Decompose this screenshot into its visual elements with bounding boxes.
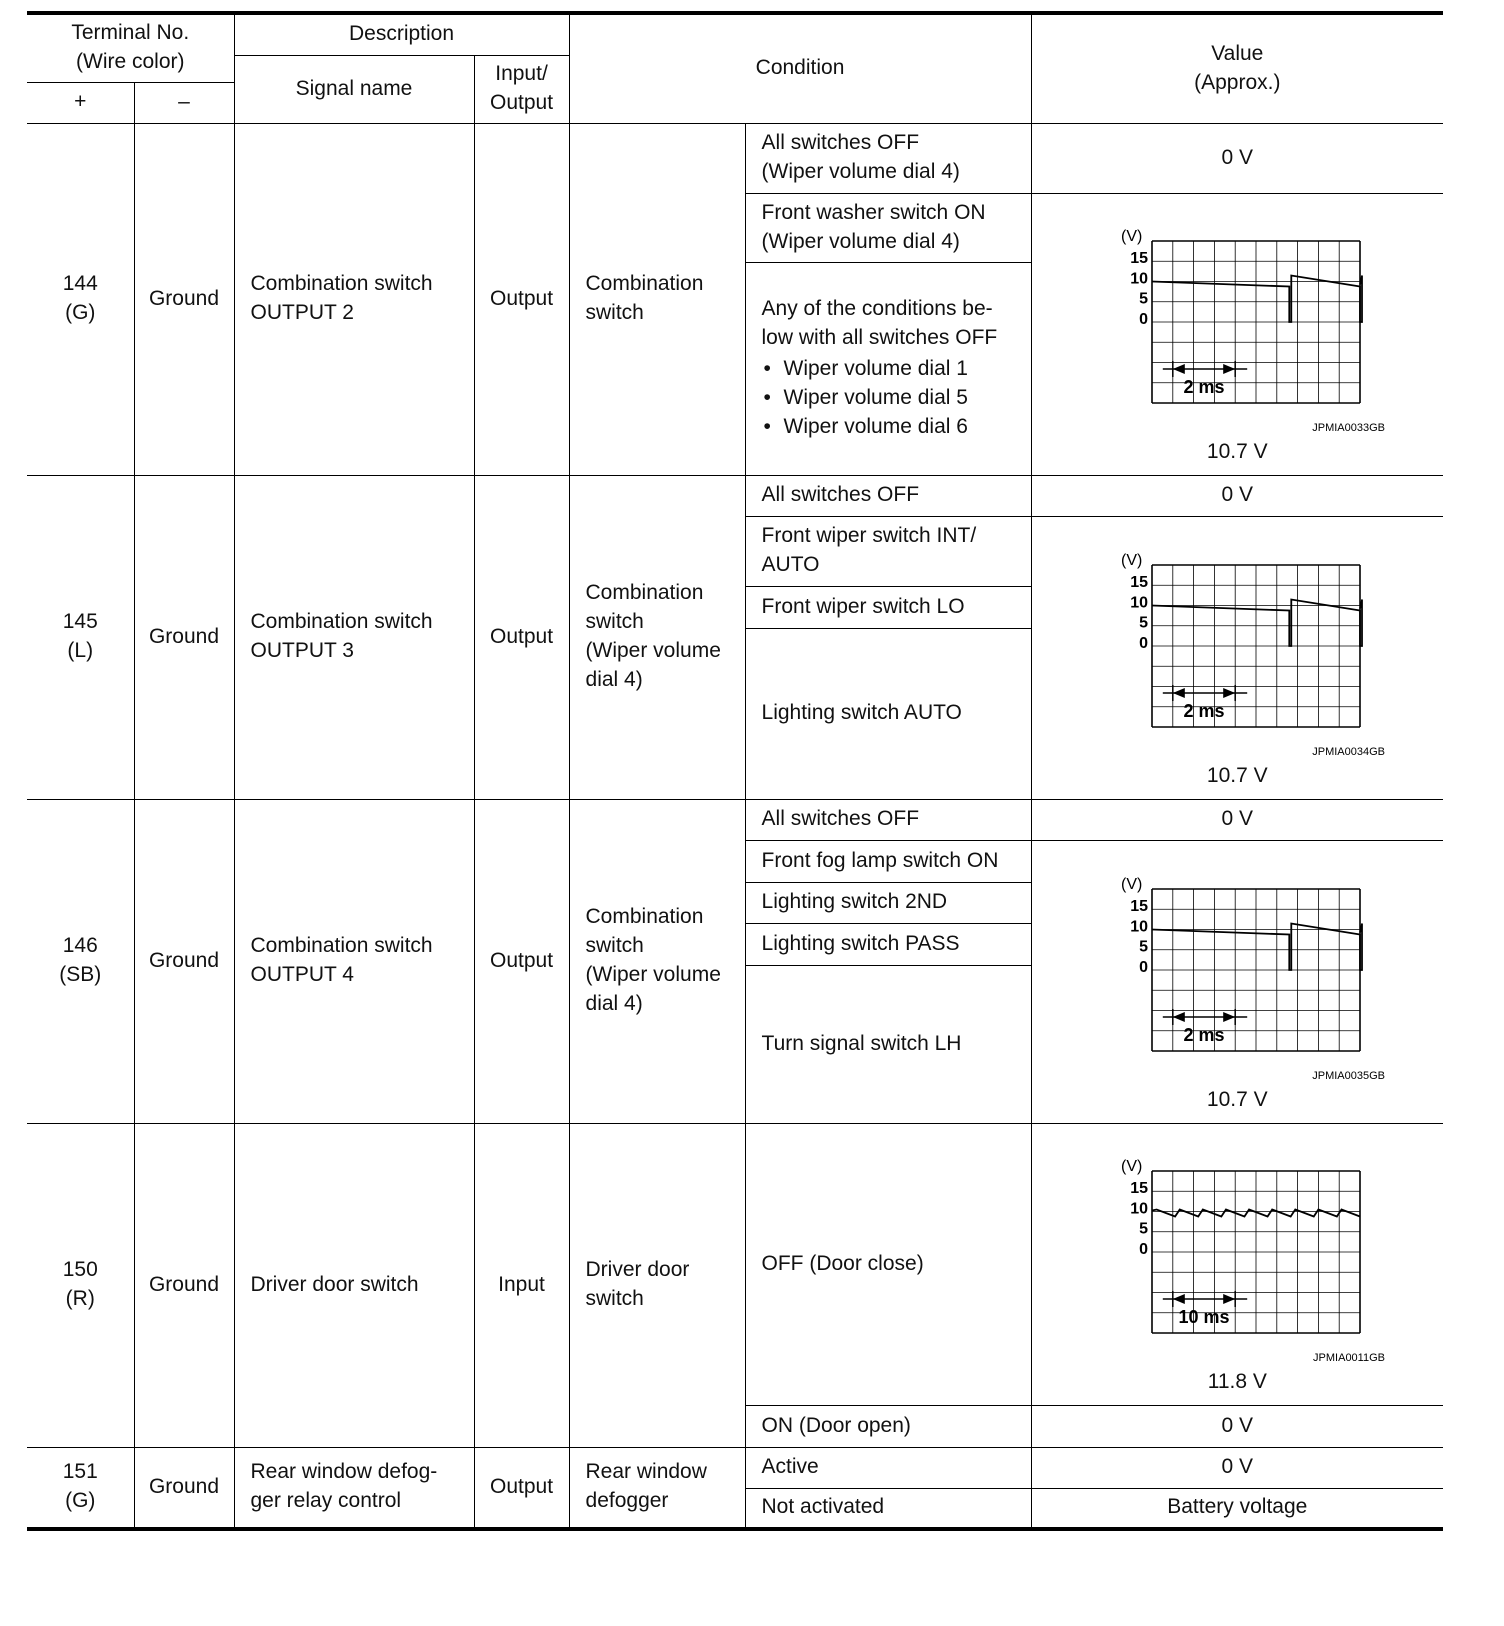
condition-line: Any of the conditions be- [761, 297, 993, 321]
waveform-value: 11.8 V [1207, 1370, 1267, 1394]
condition-main-line: defogger [585, 1489, 669, 1513]
signal-line-2: ger relay control [250, 1489, 402, 1513]
axis-tick-label: 15 [1130, 573, 1149, 591]
table-row [27, 1447, 1443, 1488]
arrow-icon [1223, 1294, 1235, 1304]
arrow-icon [1173, 364, 1185, 374]
condition-main-line: Combination [585, 581, 704, 605]
time-scale-label: 2 ms [1183, 1024, 1225, 1045]
wire-color: (R) [65, 1287, 95, 1310]
waveform-value: 10.7 V [1206, 763, 1268, 787]
header-terminal-no: Terminal No. [71, 21, 190, 45]
condition-line: All switches OFF [761, 131, 920, 155]
minus-terminal: Ground [134, 1123, 234, 1447]
signal-line-1: Combination switch [250, 934, 433, 958]
minus-terminal: Ground [134, 1447, 234, 1529]
table-row [27, 799, 1443, 840]
condition-main-line: Driver door [585, 1258, 690, 1282]
condition-sub: Active [745, 1447, 1031, 1488]
axis-tick-label: 10 [1130, 1200, 1149, 1218]
condition-main-line: dial 4) [585, 991, 643, 1015]
header-value [1031, 13, 1443, 123]
header-plus: + [27, 82, 134, 123]
condition-sub [745, 193, 1031, 262]
axis-tick-label: 0 [1139, 310, 1149, 328]
value-cell: 0 V [1031, 799, 1443, 840]
condition-sub [745, 262, 1031, 475]
condition-sub: Turn signal switch LH [745, 965, 1031, 1123]
signal-line-2: OUTPUT 4 [250, 963, 354, 986]
condition-sub: OFF (Door close) [745, 1123, 1031, 1405]
condition-main-line: switch [585, 610, 644, 634]
axis-tick-label: 0 [1139, 1240, 1149, 1258]
header-minus: – [134, 82, 234, 123]
condition-main [569, 475, 745, 799]
waveform-oscilloscope [1087, 849, 1387, 1084]
waveform-cell [1031, 840, 1443, 1123]
arrow-icon [1223, 687, 1235, 697]
header-description: Description [234, 13, 569, 55]
terminal-number [27, 1447, 134, 1529]
minus-terminal: Ground [134, 799, 234, 1123]
axis-tick-label: 10 [1130, 917, 1149, 935]
condition-main-line: (Wiper volume [585, 639, 721, 662]
wire-color: (SB) [59, 963, 102, 986]
axis-tick-label: 15 [1130, 897, 1149, 915]
terminal-no: 145 [62, 610, 98, 634]
axis-tick-label: 0 [1139, 634, 1149, 652]
axis-unit-label: (V) [1121, 875, 1143, 893]
condition-sub: ON (Door open) [745, 1405, 1031, 1447]
value-cell: 0 V [1031, 1405, 1443, 1447]
header-wire-color: (Wire color) [76, 50, 185, 74]
value-cell: 0 V [1031, 1447, 1443, 1488]
signal-line-1: Combination switch [250, 610, 433, 634]
condition-sub: Front fog lamp switch ON [745, 840, 1031, 882]
condition-bullet-list [762, 355, 1015, 442]
minus-terminal: Ground [134, 123, 234, 475]
terminal-no: 151 [62, 1460, 98, 1484]
condition-main-line: switch [585, 301, 644, 324]
wire-color: (G) [65, 301, 96, 324]
signal-name [234, 475, 474, 799]
condition-line: low with all switches OFF [761, 326, 998, 350]
axis-tick-label: 5 [1139, 290, 1149, 308]
condition-main-line: Combination [585, 905, 704, 929]
signal-name: Driver door switch [234, 1123, 474, 1447]
condition-bullet: • Wiper volume dial 5 [762, 384, 1015, 413]
condition-sub: Front wiper switch LO [745, 586, 1031, 628]
signal-name [234, 1447, 474, 1529]
figure-code: JPMIA0035GB [1312, 1069, 1386, 1082]
axis-tick-label: 15 [1130, 250, 1149, 268]
condition-main-line: switch [585, 934, 644, 958]
condition-line: AUTO [761, 553, 820, 576]
header-value-label: Value [1211, 41, 1264, 65]
waveform-cell [1031, 516, 1443, 799]
condition-main-line: Rear window [585, 1460, 707, 1484]
condition-line: (Wiper volume dial 4) [761, 160, 960, 183]
minus-terminal: Ground [134, 475, 234, 799]
condition-main [569, 1447, 745, 1529]
condition-sub [745, 516, 1031, 586]
input-output: Output [474, 799, 569, 1123]
figure-code: JPMIA0033GB [1312, 422, 1386, 435]
condition-main-line: (Wiper volume [585, 963, 721, 986]
waveform-oscilloscope [1087, 1131, 1387, 1366]
condition-main-line: Combination [585, 272, 704, 296]
condition-main-line: dial 4) [585, 667, 643, 691]
arrow-icon [1223, 364, 1235, 374]
waveform-oscilloscope [1087, 201, 1387, 436]
header-terminal [27, 13, 234, 82]
figure-code: JPMIA0011GB [1313, 1352, 1386, 1365]
time-scale-label: 2 ms [1183, 376, 1225, 397]
condition-sub: Lighting switch PASS [745, 923, 1031, 965]
terminal-number [27, 799, 134, 1123]
value-cell: Battery voltage [1031, 1488, 1443, 1529]
axis-tick-label: 15 [1130, 1180, 1149, 1198]
condition-sub: Lighting switch AUTO [745, 628, 1031, 799]
terminal-table [27, 11, 1443, 1531]
signal-line-1: Combination switch [250, 272, 433, 296]
condition-main [569, 1123, 745, 1447]
signal-name [234, 799, 474, 1123]
terminal-number [27, 475, 134, 799]
terminal-no: 144 [62, 272, 98, 296]
condition-sub: Not activated [745, 1488, 1031, 1529]
waveform-cell [1031, 193, 1443, 475]
arrow-icon [1173, 687, 1185, 697]
axis-unit-label: (V) [1121, 551, 1143, 569]
header-value-approx: (Approx.) [1194, 70, 1281, 94]
terminal-no: 150 [62, 1258, 98, 1282]
waveform-value: 10.7 V [1206, 440, 1268, 464]
waveform-trace [1152, 276, 1362, 322]
condition-bullet: • Wiper volume dial 6 [762, 413, 1015, 442]
input-output: Output [474, 123, 569, 475]
axis-tick-label: 10 [1130, 593, 1149, 611]
condition-sub: All switches OFF [745, 475, 1031, 516]
table-row [27, 475, 1443, 516]
header-input-output [474, 55, 569, 123]
value-cell: 0 V [1031, 123, 1443, 193]
axis-unit-label: (V) [1121, 1158, 1143, 1176]
terminal-no: 146 [62, 934, 98, 958]
condition-line: Front wiper switch INT/ [761, 524, 977, 548]
header-io-1: Input/ [495, 62, 548, 86]
waveform-trace [1152, 923, 1362, 969]
condition-main-line: switch [585, 1287, 644, 1310]
signal-name [234, 123, 474, 475]
time-scale-label: 10 ms [1178, 1306, 1230, 1327]
arrow-icon [1173, 1011, 1185, 1021]
time-scale-label: 2 ms [1183, 700, 1225, 721]
axis-tick-label: 5 [1139, 938, 1149, 956]
table-row [27, 123, 1443, 193]
wire-color: (G) [65, 1489, 96, 1513]
wire-color: (L) [67, 639, 94, 662]
value-cell: 0 V [1031, 475, 1443, 516]
input-output: Output [474, 1447, 569, 1529]
condition-sub [745, 123, 1031, 193]
signal-line-2: OUTPUT 3 [250, 639, 354, 662]
arrow-icon [1223, 1011, 1235, 1021]
header-signal-name: Signal name [234, 55, 474, 123]
waveform-cell [1031, 1123, 1443, 1405]
arrow-icon [1173, 1294, 1185, 1304]
waveform-value: 10.7 V [1206, 1087, 1268, 1111]
input-output: Input [474, 1123, 569, 1447]
signal-line-2: OUTPUT 2 [250, 301, 354, 324]
waveform-trace [1152, 599, 1362, 645]
condition-main [569, 799, 745, 1123]
axis-tick-label: 5 [1139, 614, 1149, 632]
signal-line-1: Rear window defog- [250, 1460, 438, 1484]
condition-line: (Wiper volume dial 4) [761, 229, 960, 253]
header-io-2: Output [489, 91, 554, 114]
header-condition: Condition [569, 13, 1031, 123]
axis-tick-label: 5 [1139, 1220, 1149, 1238]
condition-bullet: • Wiper volume dial 1 [762, 355, 1015, 384]
terminal-number [27, 1123, 134, 1447]
axis-tick-label: 0 [1139, 958, 1149, 976]
terminal-number [27, 123, 134, 475]
condition-sub: All switches OFF [745, 799, 1031, 840]
figure-code: JPMIA0034GB [1312, 745, 1386, 758]
condition-main [569, 123, 745, 475]
axis-unit-label: (V) [1121, 228, 1143, 246]
waveform-oscilloscope [1087, 525, 1387, 760]
axis-tick-label: 10 [1130, 270, 1149, 288]
condition-line: Front washer switch ON [761, 200, 986, 224]
table-row [27, 1123, 1443, 1405]
condition-sub: Lighting switch 2ND [745, 882, 1031, 923]
input-output: Output [474, 475, 569, 799]
